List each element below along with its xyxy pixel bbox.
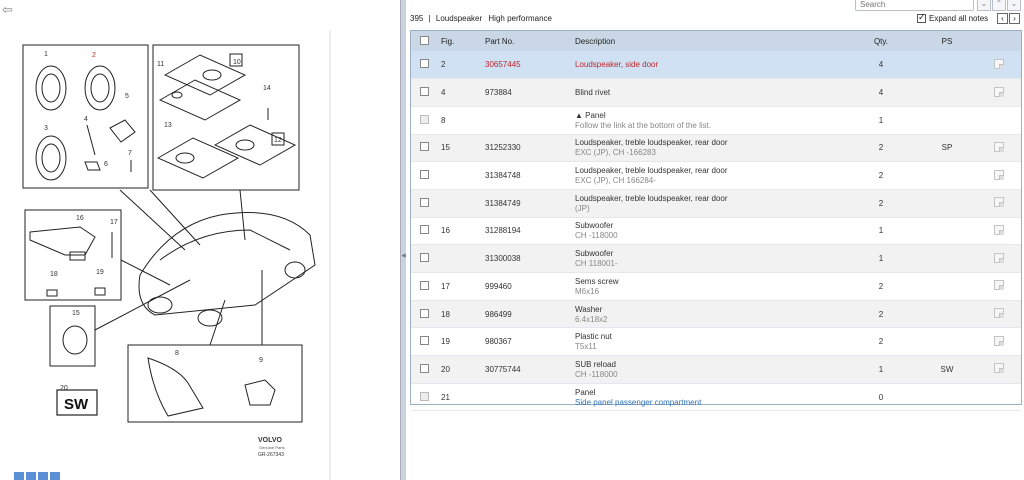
row-fig: 21 — [441, 392, 450, 402]
row-sub-note: Follow the link at the bottom of the list. — [575, 120, 712, 130]
row-sub-note: CH -118000 — [575, 231, 618, 241]
variant-title: High performance — [488, 14, 552, 23]
table-row[interactable] — [411, 273, 1021, 301]
row-qty: 2 — [878, 309, 884, 319]
expand-notes-checkbox[interactable] — [917, 14, 926, 23]
label-7: 7 — [128, 150, 132, 157]
row-description: Panel — [575, 387, 596, 397]
row-checkbox[interactable] — [420, 225, 429, 234]
note-icon[interactable] — [994, 197, 1004, 207]
note-icon[interactable] — [994, 363, 1004, 373]
table-row[interactable] — [411, 328, 1021, 356]
table-row[interactable] — [411, 383, 1021, 411]
zoom-out-icon[interactable] — [26, 472, 36, 480]
row-checkbox[interactable] — [420, 281, 429, 290]
row-sub-note: M6x16 — [575, 286, 600, 296]
label-2: 2 — [92, 52, 96, 59]
label-12: 12 — [274, 137, 282, 144]
col-fig[interactable]: Fig. — [441, 36, 455, 46]
row-qty: 1 — [878, 115, 884, 125]
search-input[interactable] — [855, 0, 974, 11]
row-qty: 4 — [878, 60, 884, 70]
row-checkbox[interactable] — [420, 364, 429, 373]
row-description: Subwoofer — [575, 221, 614, 231]
row-description: Washer — [575, 304, 603, 314]
row-sub-note: CH -118000 — [575, 369, 618, 379]
diagram-toolbar — [14, 472, 60, 480]
group-number: 395 — [410, 14, 424, 23]
label-1: 1 — [44, 51, 48, 58]
diagram-svg — [0, 0, 400, 480]
row-description: Sems screw — [575, 276, 619, 286]
row-part-no[interactable]: 31252330 — [485, 143, 521, 153]
row-description: Loudspeaker, treble loudspeaker, rear door — [575, 193, 728, 203]
row-part-no[interactable]: 980367 — [485, 337, 512, 347]
diagram-ref: GR-267343 — [258, 452, 284, 458]
row-qty: 2 — [878, 143, 884, 153]
note-icon[interactable] — [994, 336, 1004, 346]
table-row[interactable] — [411, 79, 1021, 107]
row-part-no[interactable]: 31384748 — [485, 171, 521, 181]
row-part-no[interactable]: 999460 — [485, 281, 512, 291]
note-icon[interactable] — [994, 280, 1004, 290]
row-sub-note: EXC (JP), CH 166284- — [575, 176, 656, 186]
label-20: 20 — [60, 385, 68, 392]
row-ps: SW — [940, 364, 954, 374]
row-description: Subwoofer — [575, 249, 614, 259]
label-10: 10 — [233, 59, 241, 66]
row-ps: SP — [941, 143, 953, 153]
row-qty: 2 — [878, 337, 884, 347]
row-sub-note: (JP) — [575, 203, 590, 213]
note-icon[interactable] — [994, 225, 1004, 235]
row-part-no[interactable] — [485, 383, 575, 411]
row-link[interactable]: Side panel passenger compartment — [575, 397, 702, 407]
row-description: Blind rivet — [575, 88, 611, 98]
breadcrumb-separator: | — [428, 14, 431, 23]
row-fig: 20 — [441, 364, 450, 374]
row-qty: 4 — [878, 88, 884, 98]
row-checkbox[interactable] — [420, 170, 429, 179]
row-sub-note: CH 118001- — [575, 259, 618, 269]
brand-sub: Genuine Parts — [259, 445, 285, 450]
row-checkbox[interactable] — [420, 336, 429, 345]
label-6: 6 — [104, 161, 108, 168]
row-ps — [917, 79, 977, 107]
table-row[interactable] — [411, 134, 1021, 162]
row-description: Loudspeaker, treble loudspeaker, rear door — [575, 138, 728, 148]
row-description: Plastic nut — [575, 332, 612, 342]
table-row[interactable] — [411, 356, 1021, 384]
label-3: 3 — [44, 125, 48, 132]
row-ps — [917, 217, 977, 245]
label-16: 16 — [76, 215, 84, 222]
row-qty: 0 — [878, 392, 884, 402]
row-description: Loudspeaker, treble loudspeaker, rear door — [575, 166, 728, 176]
label-19: 19 — [96, 269, 104, 276]
row-ps — [917, 300, 977, 328]
search-dropdown-icon[interactable]: ⌄ — [977, 0, 991, 11]
parts-table — [410, 30, 1022, 405]
table-row[interactable] — [411, 189, 1021, 217]
label-17: 17 — [110, 219, 118, 226]
table-header — [411, 31, 1021, 51]
table-row[interactable] — [411, 106, 1021, 134]
expand-notes-label: Expand all notes — [929, 14, 989, 23]
row-fig — [441, 245, 485, 273]
row-fig: 17 — [441, 281, 450, 291]
label-8: 8 — [175, 350, 179, 357]
label-14: 14 — [263, 85, 271, 92]
row-sub-note: T5x11 — [575, 342, 597, 352]
row-qty: 2 — [878, 198, 884, 208]
row-fig — [441, 189, 485, 217]
row-checkbox[interactable] — [420, 59, 429, 68]
expand-notes-toggle[interactable] — [917, 14, 988, 23]
row-ps — [917, 106, 977, 134]
row-part-no[interactable]: 986499 — [485, 309, 512, 319]
table-row[interactable] — [411, 162, 1021, 190]
breadcrumb — [410, 14, 552, 23]
table-row[interactable] — [411, 300, 1021, 328]
row-part-no[interactable]: 31384749 — [485, 198, 521, 208]
row-ps — [917, 51, 977, 79]
table-row[interactable] — [411, 217, 1021, 245]
note-icon[interactable] — [994, 170, 1004, 180]
note-icon[interactable] — [994, 308, 1004, 318]
next-page-icon[interactable]: › — [1009, 13, 1020, 24]
label-13: 13 — [164, 122, 172, 129]
row-fig: 4 — [441, 88, 446, 98]
note-icon[interactable] — [994, 253, 1004, 263]
row-part-no[interactable]: 31288194 — [485, 226, 521, 236]
zoom-in-icon[interactable] — [14, 472, 24, 480]
label-4: 4 — [84, 116, 88, 123]
col-description[interactable]: Description — [575, 36, 616, 46]
row-checkbox — [420, 115, 429, 124]
col-qty[interactable]: Qty. — [873, 36, 889, 46]
print-icon[interactable] — [50, 472, 60, 480]
brand-logo-text: VOLVO — [258, 437, 282, 444]
row-description: Loudspeaker, side door — [575, 60, 659, 70]
row-qty: 2 — [878, 281, 884, 291]
col-part-no[interactable]: Part No. — [485, 36, 515, 46]
row-description: SUB reload — [575, 359, 616, 369]
splitter-grip-icon[interactable]: ◂ — [401, 250, 406, 260]
row-sub-note: 6.4x18x2 — [575, 314, 608, 324]
group-title: Loudspeaker — [435, 14, 483, 23]
label-18: 18 — [50, 271, 58, 278]
fit-icon[interactable] — [38, 472, 48, 480]
row-qty: 2 — [878, 171, 884, 181]
prev-result-icon[interactable]: ⌃ — [992, 0, 1006, 11]
prev-page-icon[interactable]: ‹ — [997, 13, 1008, 24]
label-15: 15 — [72, 310, 80, 317]
row-ps — [917, 245, 977, 273]
row-checkbox[interactable] — [420, 142, 429, 151]
table-row[interactable] — [411, 245, 1021, 273]
back-arrow-icon[interactable]: ⇦ — [2, 2, 13, 17]
label-9: 9 — [259, 357, 263, 364]
row-part-no[interactable]: 30775744 — [485, 364, 521, 374]
label-5: 5 — [125, 93, 129, 100]
row-fig: 8 — [441, 115, 446, 125]
next-result-icon[interactable]: ⌄ — [1007, 0, 1021, 11]
sw-label: SW — [64, 396, 89, 413]
col-ps[interactable]: PS — [941, 36, 953, 46]
label-11: 11 — [157, 61, 165, 68]
row-fig: 19 — [441, 337, 450, 347]
row-part-no[interactable]: 30657445 — [485, 60, 521, 70]
row-ps — [917, 189, 977, 217]
row-checkbox[interactable] — [420, 253, 429, 262]
note-icon[interactable] — [994, 87, 1004, 97]
row-checkbox — [420, 392, 429, 401]
row-qty: 1 — [878, 226, 884, 236]
row-fig: 18 — [441, 309, 450, 319]
row-qty: 1 — [878, 364, 884, 374]
note-icon[interactable] — [994, 142, 1004, 152]
row-checkbox[interactable] — [420, 87, 429, 96]
row-description: ▲ Panel — [575, 110, 606, 120]
row-fig: 2 — [441, 60, 446, 70]
parts-panel — [406, 0, 1024, 480]
table-row[interactable] — [411, 51, 1021, 79]
row-part-no[interactable]: 973884 — [485, 88, 512, 98]
row-part-no[interactable] — [485, 106, 575, 134]
row-fig — [441, 162, 485, 190]
row-part-no[interactable]: 31300038 — [485, 254, 521, 264]
row-checkbox[interactable] — [420, 309, 429, 318]
row-fig: 15 — [441, 143, 450, 153]
row-ps — [917, 328, 977, 356]
row-ps — [917, 162, 977, 190]
row-ps — [917, 273, 977, 301]
parts-diagram — [0, 0, 400, 480]
select-all-checkbox[interactable] — [420, 36, 429, 45]
row-fig: 16 — [441, 226, 450, 236]
row-ps — [917, 383, 977, 411]
row-qty: 1 — [878, 254, 884, 264]
row-sub-note: EXC (JP), CH -166283 — [575, 148, 656, 158]
row-checkbox[interactable] — [420, 198, 429, 207]
note-icon[interactable] — [994, 59, 1004, 69]
